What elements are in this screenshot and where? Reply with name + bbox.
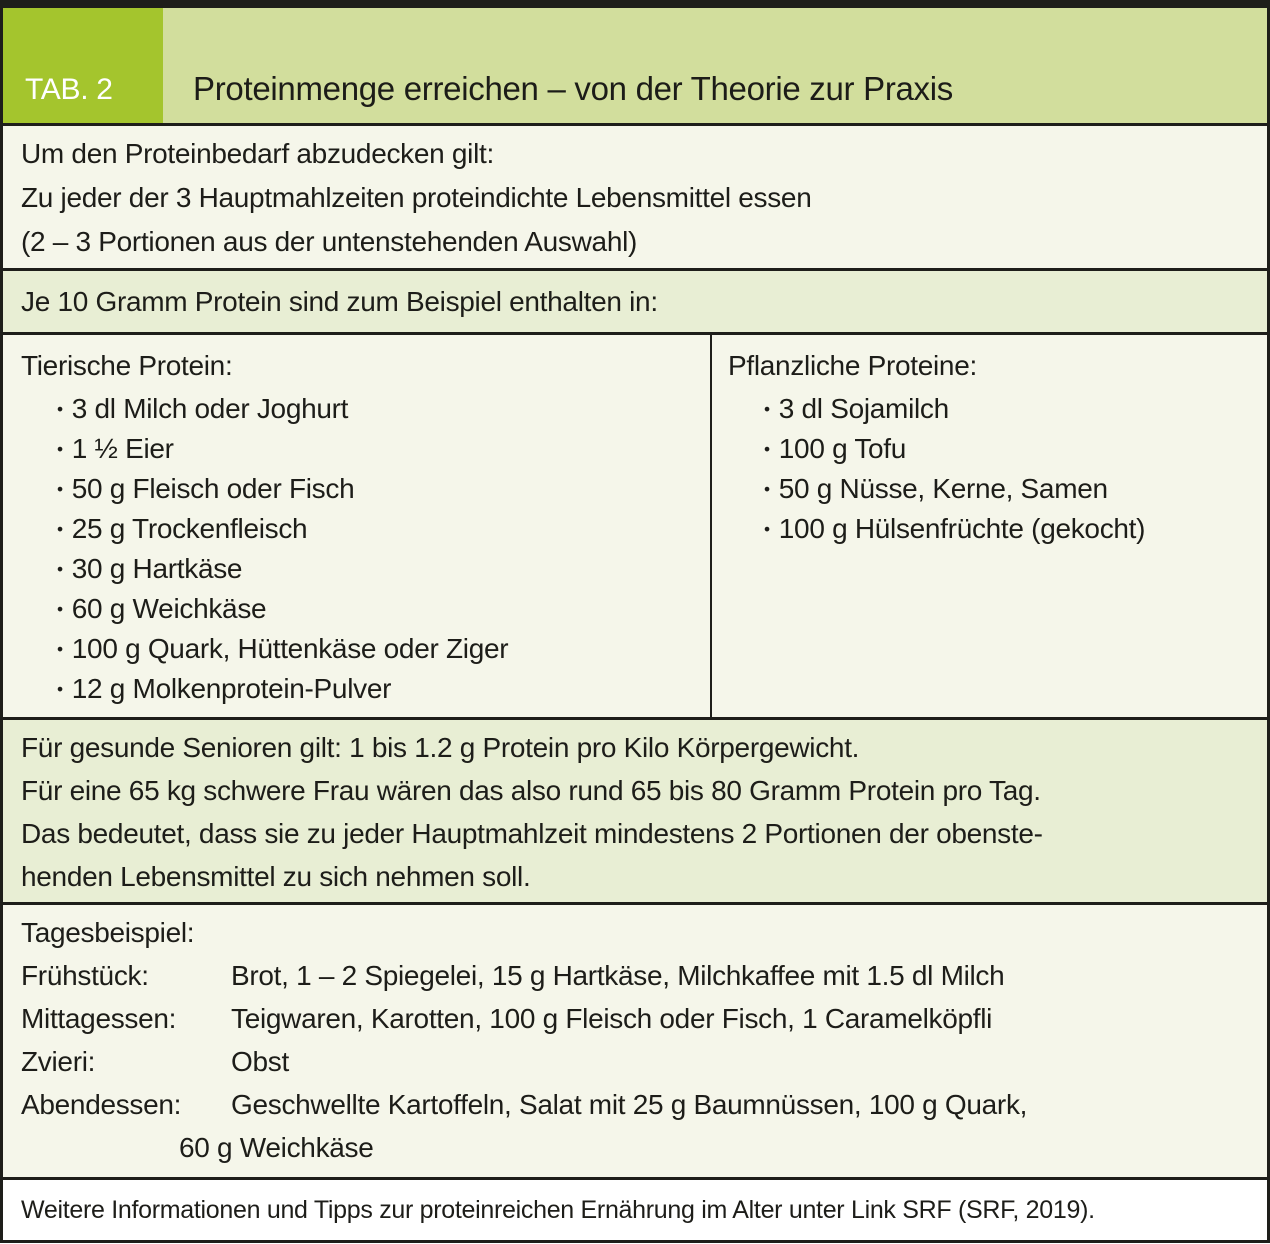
meal-row-snack — [21, 1040, 1249, 1083]
list-item — [764, 389, 1249, 429]
list-item-label: 30 g Hartkäse — [71, 553, 243, 584]
meal-row-dinner — [21, 1083, 1249, 1126]
bullet-icon: • — [764, 479, 770, 499]
list-item — [57, 509, 692, 549]
meal-text: Teigwaren, Karotten, 100 g Fleisch oder Fisch, 1 Caramelköpfli — [231, 1003, 993, 1034]
meal-text-continuation: 60 g Weichkäse — [179, 1132, 374, 1163]
seniors-line-4: henden Lebensmittel zu sich nehmen soll. — [21, 861, 531, 892]
bullet-icon: • — [764, 519, 770, 539]
footer-note: Weitere Informationen und Tipps zur proteinreichen Ernährung im Alter unter Link SRF (SRF, 2019). — [3, 1177, 1267, 1240]
seniors-note-section — [3, 717, 1267, 902]
bullet-icon: • — [57, 399, 63, 419]
list-item — [57, 549, 692, 589]
meal-label: Abendessen: — [21, 1089, 182, 1120]
intro-section — [3, 123, 1267, 268]
list-item — [57, 629, 692, 669]
meal-label: Zvieri: — [21, 1046, 96, 1077]
table-title: Proteinmenge erreichen – von der Theorie zur Praxis — [193, 70, 953, 107]
seniors-line-3: Das bedeutet, dass sie zu jeder Hauptmahlzeit mindestens 2 Portionen der obenste- — [21, 818, 1043, 849]
list-item — [57, 469, 692, 509]
plant-protein-title: Pflanzliche Proteine: — [728, 350, 977, 381]
bullet-icon: • — [764, 439, 770, 459]
day-example-section — [3, 902, 1267, 1177]
seniors-line-1: Für gesunde Senioren gilt: 1 bis 1.2 g Protein pro Kilo Körpergewicht. — [21, 732, 860, 763]
list-item — [57, 389, 692, 429]
list-item-label: 1 ½ Eier — [71, 433, 174, 464]
top-rule — [0, 0, 1270, 8]
meal-text: Geschwellte Kartoffeln, Salat mit 25 g Baumnüssen, 100 g Quark, — [231, 1089, 1028, 1120]
table-header — [0, 8, 1270, 123]
meal-row-breakfast — [21, 954, 1249, 997]
table-body — [0, 123, 1270, 1243]
bullet-icon: • — [764, 399, 770, 419]
list-item-label: 60 g Weichkäse — [71, 593, 267, 624]
intro-line-2: Zu jeder der 3 Hauptmahlzeiten proteindichte Lebensmittel essen — [21, 182, 812, 213]
examples-heading: Je 10 Gramm Protein sind zum Beispiel enthalten in: — [3, 268, 1267, 332]
list-item-label: 25 g Trockenfleisch — [71, 513, 308, 544]
animal-protein-list — [21, 389, 692, 709]
bullet-icon: • — [57, 679, 63, 699]
day-example-title: Tagesbeispiel: — [21, 917, 195, 948]
list-item-label: 3 dl Milch oder Joghurt — [71, 393, 349, 424]
plant-protein-list — [728, 389, 1249, 549]
list-item — [764, 509, 1249, 549]
list-item-label: 12 g Molkenprotein-Pulver — [71, 673, 392, 704]
table-number: TAB. 2 — [25, 73, 113, 106]
list-item — [57, 669, 692, 709]
meal-row-lunch — [21, 997, 1249, 1040]
bullet-icon: • — [57, 439, 63, 459]
plant-protein-column — [712, 335, 1267, 717]
bullet-icon: • — [57, 519, 63, 539]
list-item-label: 50 g Nüsse, Kerne, Samen — [778, 473, 1108, 504]
intro-line-1: Um den Proteinbedarf abzudecken gilt: — [21, 138, 494, 169]
list-item-label: 3 dl Sojamilch — [778, 393, 949, 424]
list-item-label: 100 g Quark, Hüttenkäse oder Ziger — [71, 633, 509, 664]
table-number-badge — [3, 8, 163, 123]
list-item-label: 50 g Fleisch oder Fisch — [71, 473, 355, 504]
list-item — [764, 429, 1249, 469]
seniors-line-2: Für eine 65 kg schwere Frau wären das also rund 65 bis 80 Gramm Protein pro Tag. — [21, 775, 1041, 806]
list-item — [57, 589, 692, 629]
intro-line-3: (2 – 3 Portionen aus der untenstehenden Auswahl) — [21, 226, 638, 257]
list-item — [764, 469, 1249, 509]
list-item-label: 100 g Tofu — [778, 433, 907, 464]
list-item-label: 100 g Hülsenfrüchte (gekocht) — [778, 513, 1146, 544]
protein-columns — [3, 332, 1267, 717]
bullet-icon: • — [57, 559, 63, 579]
animal-protein-column — [3, 335, 712, 717]
meal-label: Mittagessen: — [21, 1003, 177, 1034]
meal-label: Frühstück: — [21, 960, 149, 991]
animal-protein-title: Tierische Protein: — [21, 350, 233, 381]
meal-text: Obst — [231, 1046, 289, 1077]
bullet-icon: • — [57, 599, 63, 619]
meal-text: Brot, 1 – 2 Spiegelei, 15 g Hartkäse, Milchkaffee mit 1.5 dl Milch — [231, 960, 1005, 991]
bullet-icon: • — [57, 479, 63, 499]
list-item — [57, 429, 692, 469]
bullet-icon: • — [57, 639, 63, 659]
